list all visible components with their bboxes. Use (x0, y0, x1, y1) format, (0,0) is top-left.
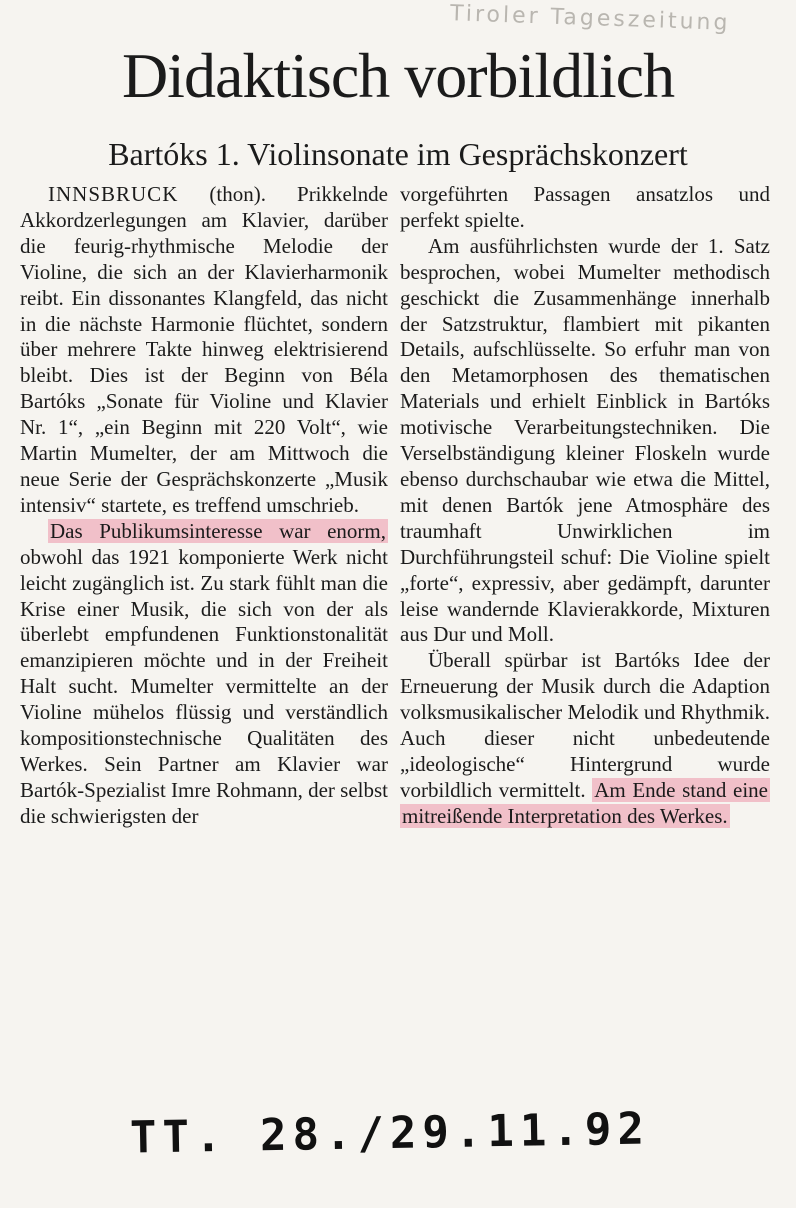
left-paragraph-1-text: (thon). Prikkelnde Akkordzerlegungen am Klavier, darüber die feurig-rhythmische Melodie der Violine, die sich an der Klavierharmonik reibt. Ein dissonantes Klangfeld, das nicht in die nächste Harmonie flüchtet, sondern über mehrere Takte hinweg elektrisierend bleibt. Dies ist der Beginn von Béla Bartóks „Sonate für Violine und Klavier Nr. 1“, „ein Beginn mit 220 Volt“, wie Martin Mumelter, der am Mittwoch die neue Serie der Gesprächskonzerte „Musik intensiv“ startete, es treffend umschrieb. (20, 182, 388, 517)
highlighted-phrase-1: Das Publikumsinteresse war enorm, (50, 518, 386, 543)
handwritten-date-note: TT. 28./29.11.92 (129, 1103, 651, 1164)
highlighted-phrase-2: Am Ende stand eine mitreißende Interpretation des Werkes. (402, 777, 769, 828)
right-paragraph-2: Am ausführlichsten wurde der 1. Satz besprochen, wobei Mumelter methodisch geschickt die Zusammenhänge innerhalb der Satzstruktur, flambiert mit pikanten Details, aufschlüsselte. So erfuhr man von den Metamorphosen des thematischen Materials und erhielt Einblick in Bartóks motivische Verarbeitungstechniken. Die Verselbständigung kleiner Floskeln wurde ebenso durchschaubar wie etwa die Mittel, mit denen Bartók jene Atmosphäre des traumhaft Unwirklichen im Durchführungsteil schuf: Die Violine spielt „forte“, expressiv, aber gedämpft, darunter leise wandernde Klavierakkorde, Mixturen aus Dur und Moll. (400, 233, 770, 647)
margin-scribble: Tiroler Tageszeitung (449, 1, 731, 36)
left-paragraph-1 (20, 182, 388, 519)
dateline: INNSBRUCK (48, 182, 179, 206)
left-column (20, 182, 388, 830)
right-paragraph-3-text: Überall spürbar ist Bartóks Idee der Erneuerung der Musik durch die Adaption volksmusikalischer Melodik und Rhythmik. Auch dieser nicht unbedeutende „ideologische“ Hintergrund wurde vorbildlich vermittelt. (400, 648, 770, 802)
left-paragraph-2-text: obwohl das 1921 komponierte Werk nicht leicht zugänglich ist. Zu stark fühlt man die Krise einer Musik, die sich von der als überlebt empfundenen Funktionstonalität emanzipieren möchte und in der Freiheit Halt sucht. Mumelter vermittelte an der Violine mühelos flüssig und verständlich kompositionstechnische Qualitäten des Werkes. Sein Partner am Klavier war Bartók-Spezialist Imre Rohmann, der selbst die schwierigsten der (20, 544, 389, 828)
right-paragraph-1: vorgeführten Passagen ansatzlos und perfekt spielte. (400, 182, 770, 232)
article-headline: Didaktisch vorbildlich (121, 40, 675, 111)
right-column (400, 182, 770, 830)
left-paragraph-2 (20, 519, 388, 830)
article-subheadline: Bartóks 1. Violinsonate im Gesprächskonzert (108, 136, 688, 172)
right-paragraph-3 (400, 648, 770, 829)
